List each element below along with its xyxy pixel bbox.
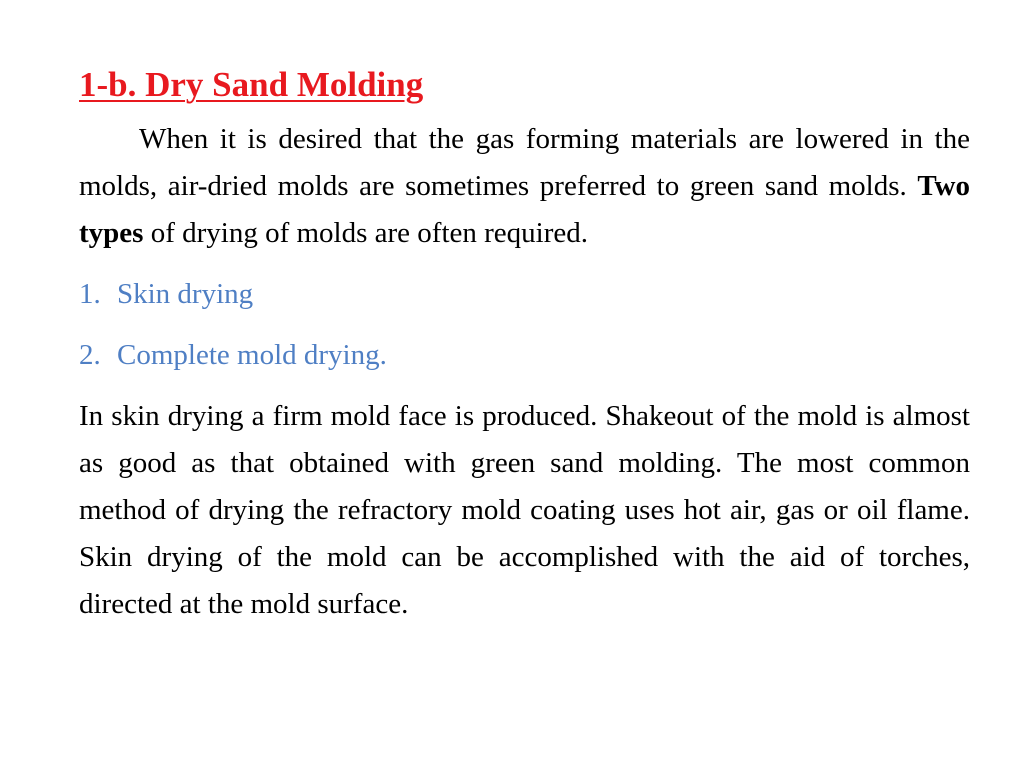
list-item (79, 271, 970, 318)
drying-types-list (79, 271, 970, 379)
list-item-text: Complete mold drying. (117, 339, 387, 371)
intro-text-end: of drying of molds are often required. (143, 217, 588, 249)
list-item-text: Skin drying (117, 278, 254, 310)
slide-content (79, 60, 970, 628)
list-item-number: 1. (79, 278, 101, 310)
intro-paragraph (79, 116, 970, 257)
body-paragraph: In skin drying a firm mold face is produced. Shakeout of the mold is almost as good as that obtained with green sand molding. The most common method of drying the refractory mold coating uses hot air, gas or oil flame. Skin drying of the mold can be accomplished with the aid of torches, directed at the mold surface. (79, 400, 970, 620)
intro-text-start: When it is desired that the gas forming materials are lowered in the molds, air-dried molds are sometimes preferred to green sand molds. (79, 123, 970, 202)
list-item-number: 2. (79, 339, 101, 371)
list-item (79, 332, 970, 379)
slide-heading: 1-b. Dry Sand Molding (79, 65, 424, 104)
intro-bold-phrase: Two types (79, 170, 970, 249)
